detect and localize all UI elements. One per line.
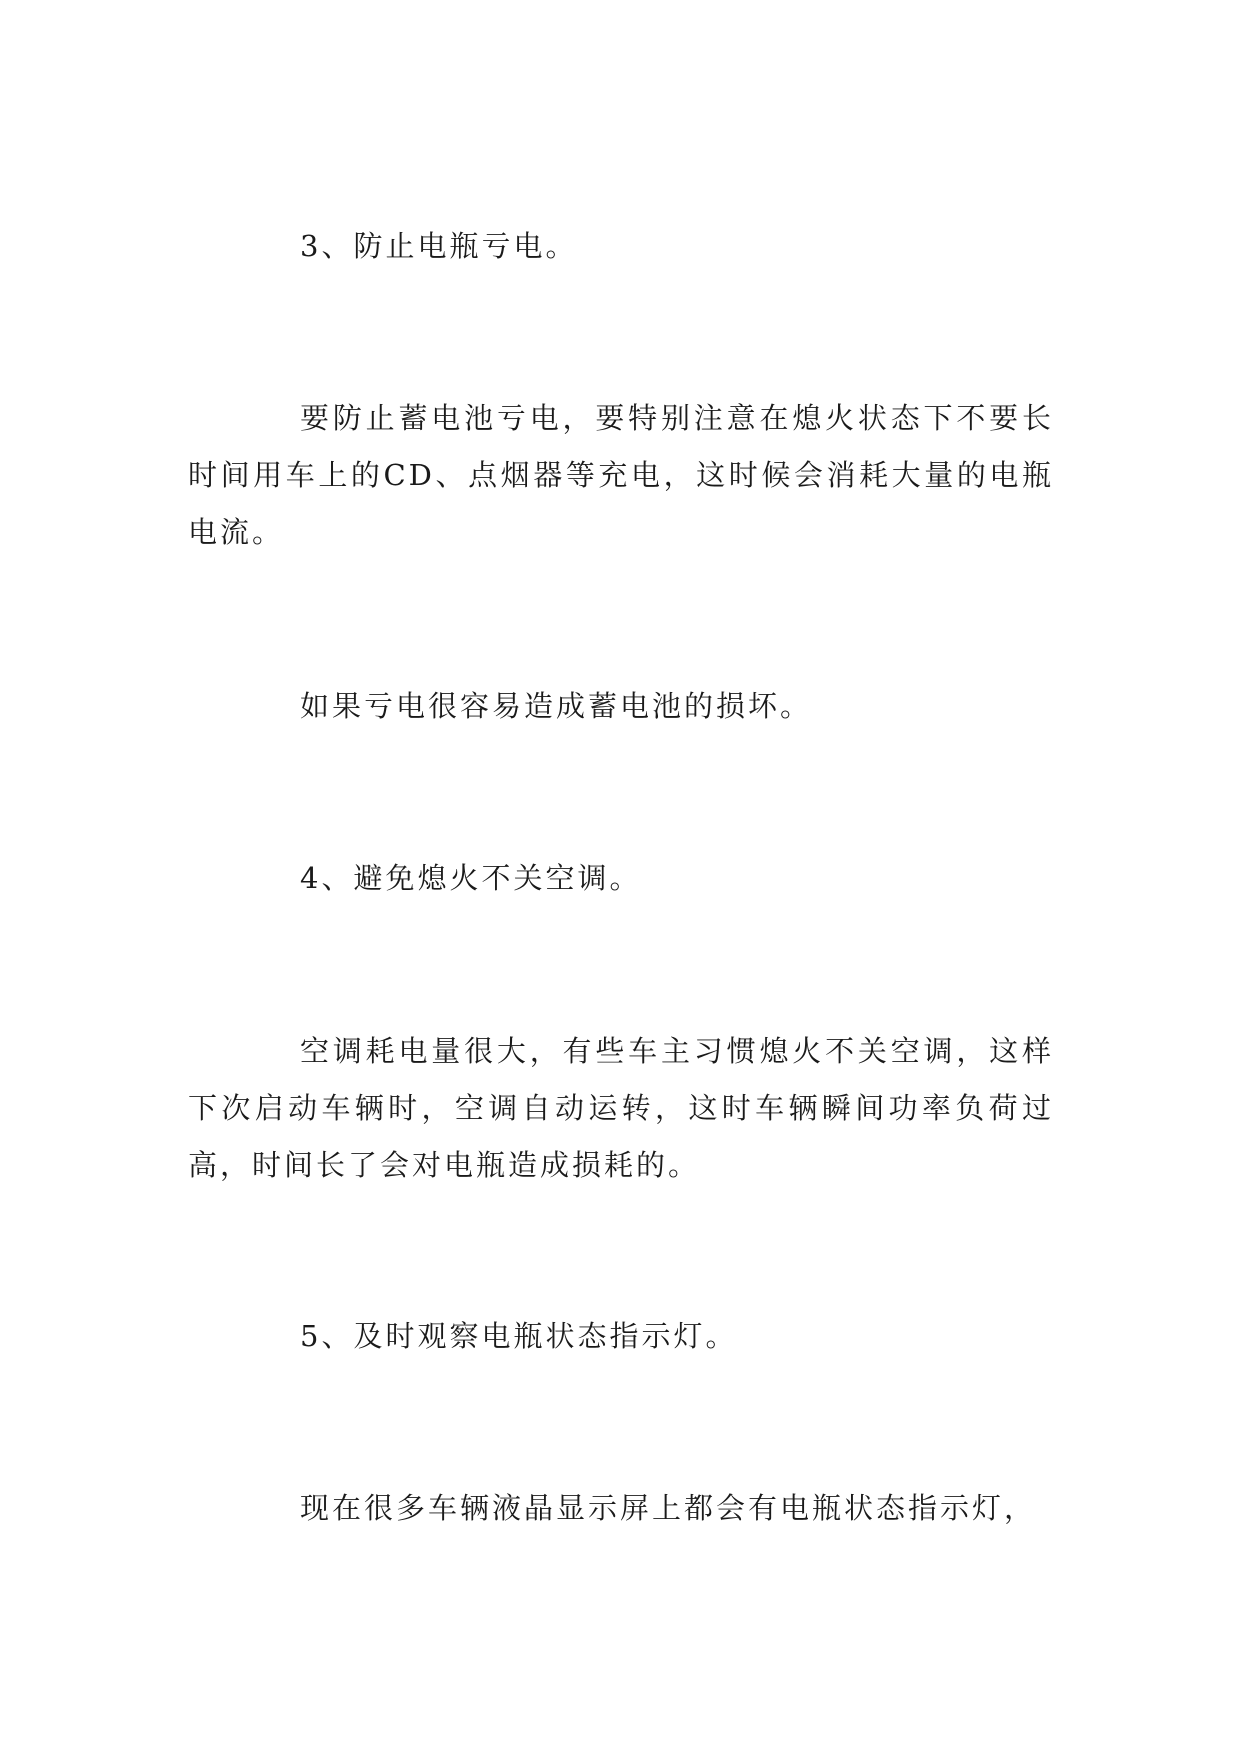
body-paragraph: 要防止蓄电池亏电，要特别注意在熄火状态下不要长时间用车上的CD、点烟器等充电，这时候会消耗大量的电瓶电流。 — [188, 401, 1054, 549]
body-paragraph: 现在很多车辆液晶显示屏上都会有电瓶状态指示灯， — [300, 1491, 1037, 1525]
body-paragraph: 空调耗电量很大，有些车主习惯熄火不关空调，这样下次启动车辆时，空调自动运转，这时车辆瞬间功率负荷过高，时间长了会对电瓶造成损耗的。 — [188, 1034, 1054, 1182]
body-paragraph: 如果亏电很容易造成蓄电池的损坏。 — [300, 689, 813, 723]
section-heading-5: 5、及时观察电瓶状态指示灯。 — [300, 1319, 738, 1353]
section-heading-4: 4、避免熄火不关空调。 — [300, 861, 642, 895]
section-heading-3: 3、防止电瓶亏电。 — [300, 229, 578, 263]
